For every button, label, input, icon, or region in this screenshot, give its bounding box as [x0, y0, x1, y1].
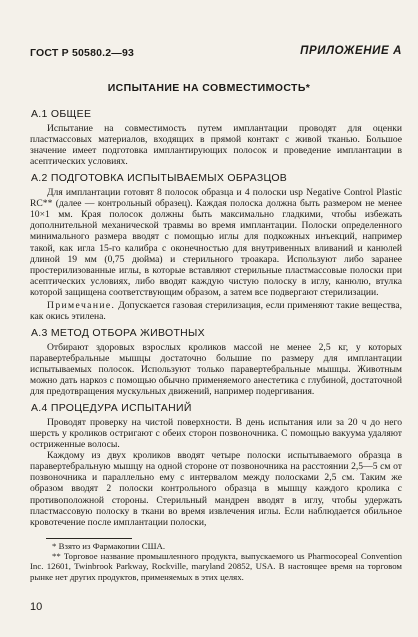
- standard-id: ГОСТ Р 50580.2—93: [30, 47, 135, 59]
- footnote: * Взято из Фармакопии США.: [52, 540, 166, 551]
- paragraph: Отбирают здоровых взрослых кроликов массой не менее 2,5 кг, у которых паравертебральные мышцы достаточно большие по размеру для имплантации испытываемых полосок. Используют только паравертебральные мышцы. Животным можно дать наркоз с помощью обычно применяемого анестетика с глубиной, достаточной для предотвращения мускульных движений, например подергивания.: [30, 341, 402, 398]
- section-heading: А.3 МЕТОД ОТБОРА ЖИВОТНЫХ: [31, 326, 205, 339]
- appendix-label: ПРИЛОЖЕНИЕ А: [300, 45, 402, 57]
- note: [30, 300, 402, 322]
- footnote-divider: [46, 538, 132, 539]
- footnote: ** Торговое название промышленного продукта, выпускаемого us Pharmocopeal Convention Inc. 12601, Twinbrook Parkway, Rockville, maryland 20852, USA. В настоящее время на торговом рынке нет других продуктов, применяемых в этих целях.: [30, 550, 402, 582]
- section-heading: А.4 ПРОЦЕДУРА ИСПЫТАНИЙ: [31, 402, 192, 415]
- section-heading: А.2 ПОДГОТОВКА ИСПЫТЫВАЕМЫХ ОБРАЗЦОВ: [31, 172, 288, 185]
- paragraph: Проводят проверку на чистой поверхности. В день испытания или за 20 ч до него шерсть у кроликов остригают с обеих сторон позвоночника. С помощью вакуума удаляют остриженные волосы.: [30, 417, 402, 451]
- section-heading: А.1 ОБЩЕЕ: [31, 108, 92, 120]
- paragraph: Каждому из двух кроликов вводят четыре полоски испытываемого образца в паравертебральную мышцу на одной стороне от позвоночника на расстоянии 2,5—5 см от позвоночника и параллельно ему с интервалом между полосками 2,5 см. Таким же образом вводят 2 полоски контрольного образца в мышцу каждого кролика с противоположной стороны. Стерильный мандрен вводят в иглу, чтобы удержать пластмассовую полоску в ткани во время извлечения иглы. Если наблюдается обильное кровотечение после имплантации полоски,: [30, 450, 402, 528]
- paragraph: Испытание на совместимость путем имплантации проводят для оценки пластмассовых материалов, входящих в прямой контакт с живой тканью. Большое значение имеет подготовка имплантирующих полосок и проведение имплантации в асептических условиях.: [30, 123, 402, 168]
- page-number: 10: [30, 601, 43, 613]
- paragraph: Для имплантации готовят 8 полосок образца и 4 полоски usp Negative Control Plastic RC** (далее — контрольный образец). Каждая полоска должна быть размером не менее 10×1 мм. Края полосок должны быть максимально гладкими, чтобы избежать дополнительной механической травмы во время имплантации. Полоски определенного минимального размера вводят с помощью иглы для подкожных инъекций, например такой, как игла 15-го калибра с оконечностью для внутривенных вливаний и канюлей длиной 19 мм (0,75 дюйма) и стерильного троакара. Используют либо заранее простерилизованные иглы, в которые вставляют стерильные пластмассовые полоски при асептических условиях, либо вводят каждую чистую полоску в иглу, канюлю, втулка которой защищена соответствующим образом, а затем все подвергают стерилизации.: [30, 187, 402, 298]
- document-body: [30, 103, 402, 582]
- page-title: ИСПЫТАНИЕ НА СОВМЕСТИМОСТЬ*: [107, 82, 311, 94]
- note-label: Примечание.: [47, 299, 116, 311]
- note-text: Допускается газовая стерилизация, если применяют такие вещества, как окись этилена.: [30, 299, 402, 322]
